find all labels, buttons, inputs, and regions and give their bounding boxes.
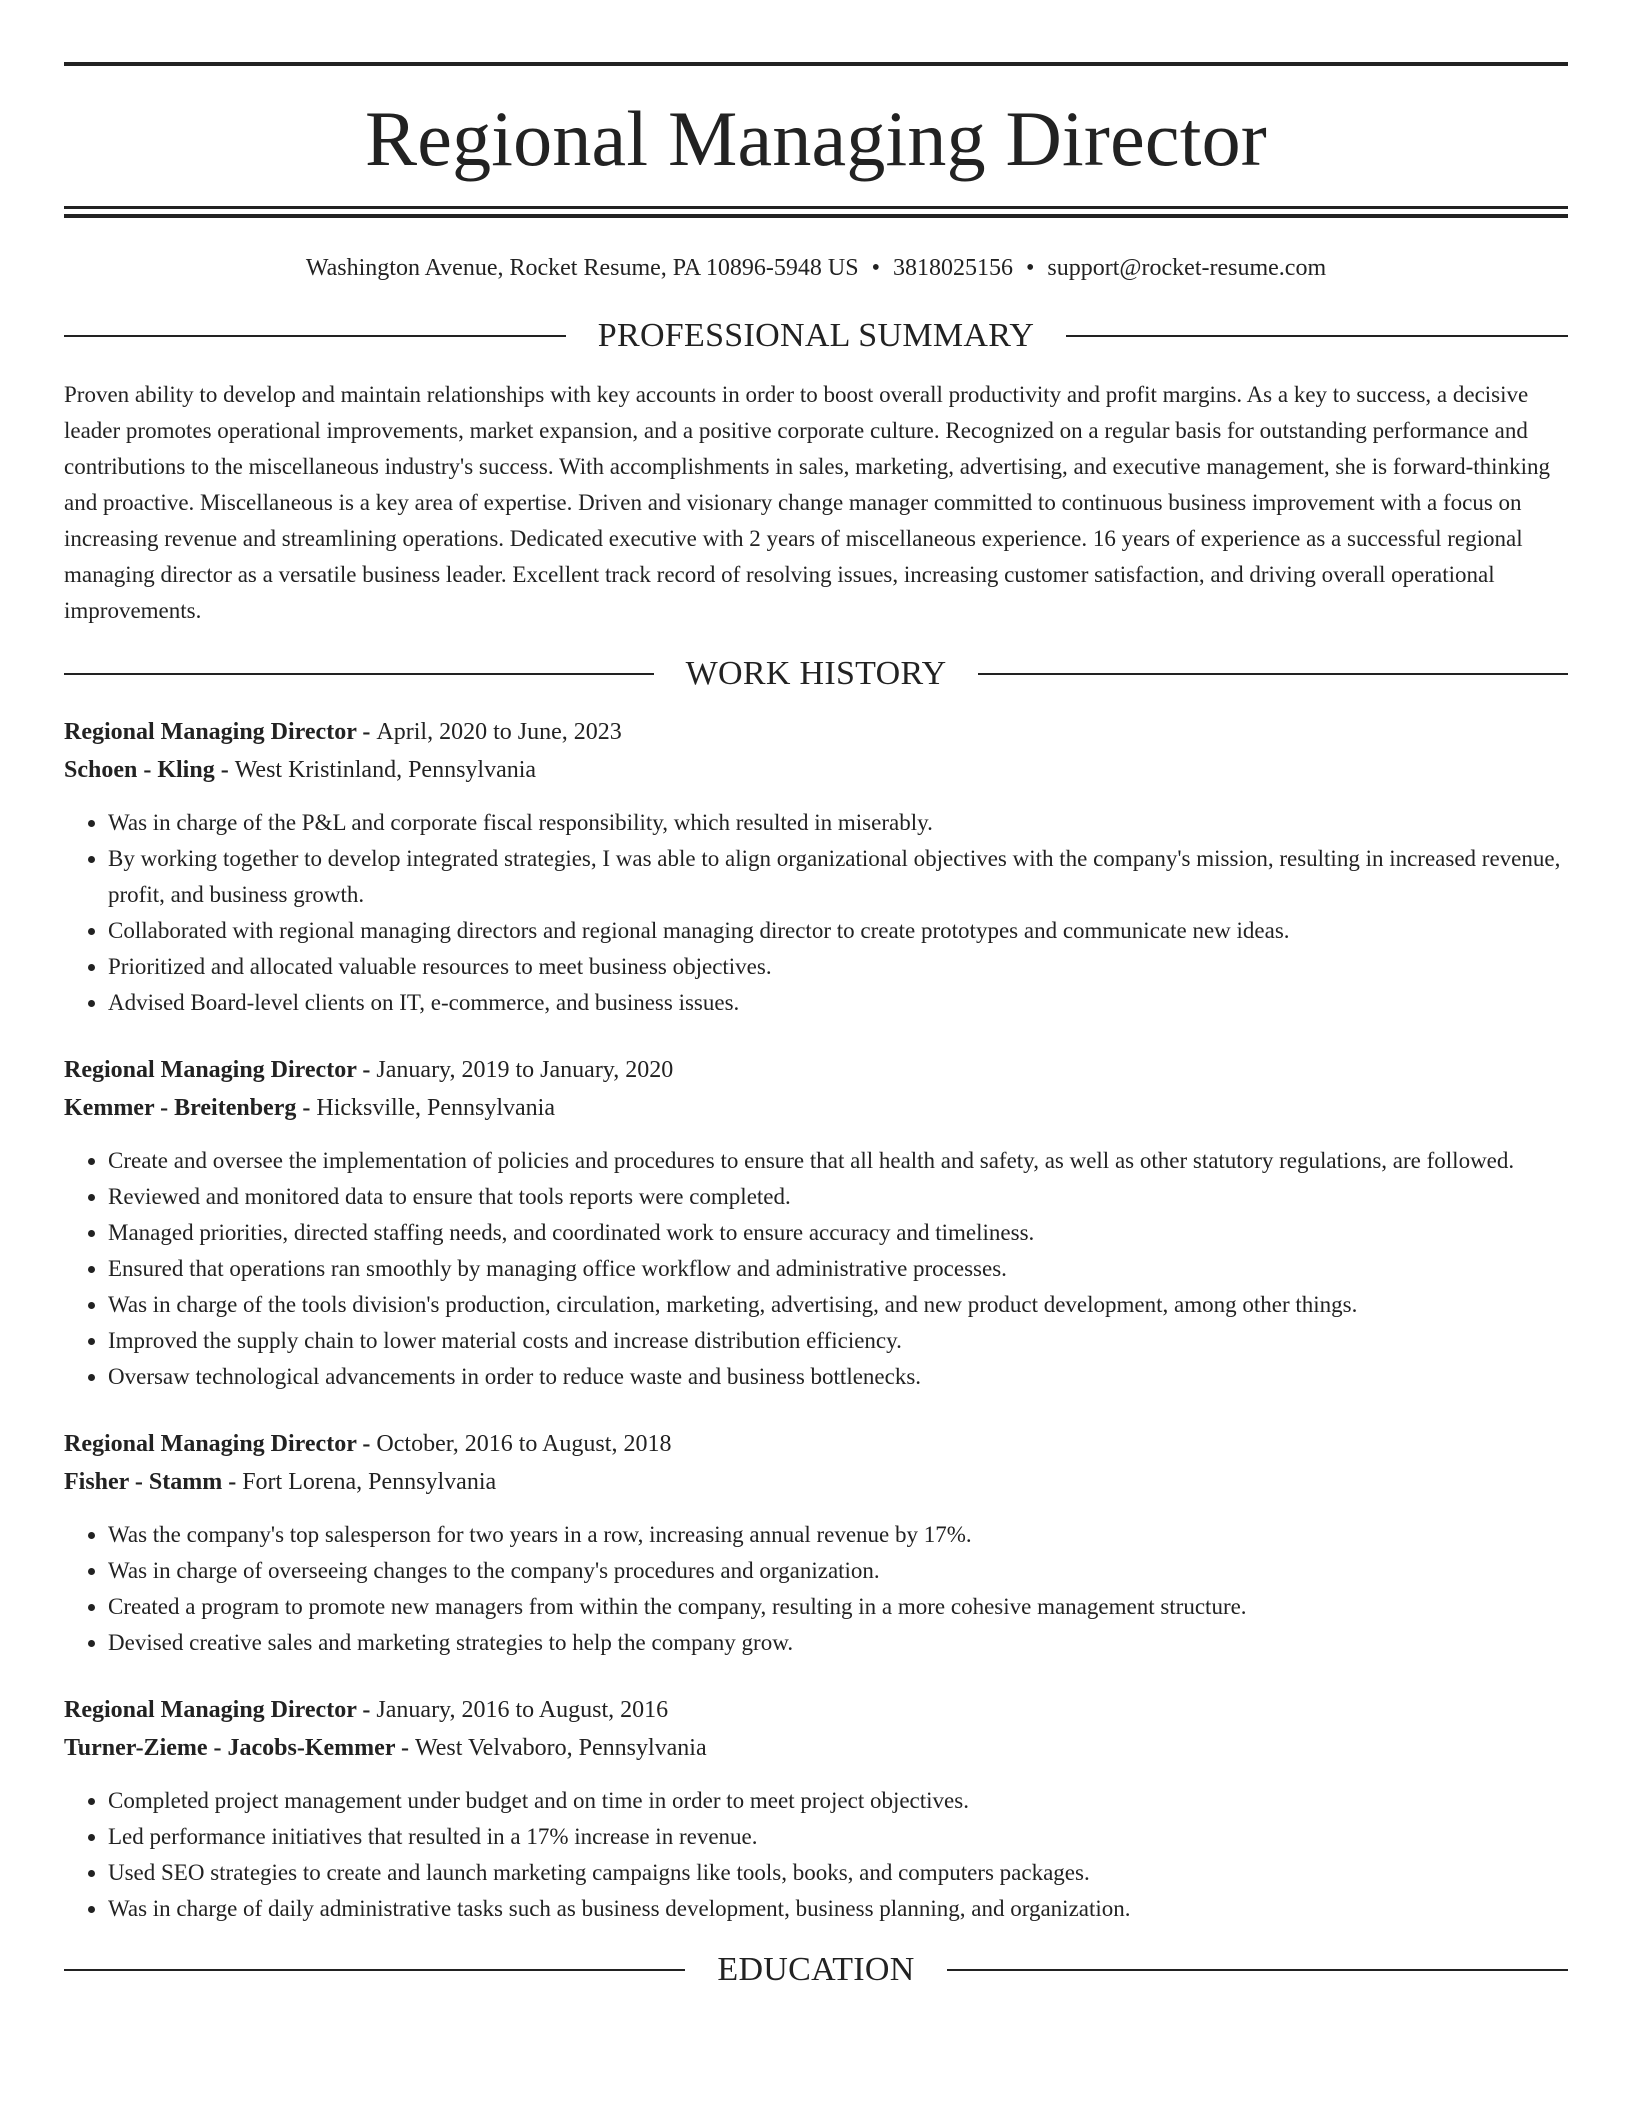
job-location: West Velvaboro, Pennsylvania: [415, 1734, 707, 1761]
job-title-line: [64, 713, 1568, 751]
job-bullet: • Prioritized and allocated valuable resources to meet business objectives.: [108, 949, 1568, 985]
job-bullet: • Oversaw technological advancements in order to reduce waste and business bottlenecks.: [108, 1359, 1568, 1395]
job-dash: -: [356, 1056, 377, 1083]
job-dash: -: [356, 1430, 377, 1457]
job-location: Hicksville, Pennsylvania: [316, 1094, 555, 1121]
job-bullet: • Led performance initiatives that resulted in a 17% increase in revenue.: [108, 1819, 1568, 1855]
job-title-line: [64, 1051, 1568, 1089]
job-bullet: • Devised creative sales and marketing strategies to help the company grow.: [108, 1625, 1568, 1661]
section-title: PROFESSIONAL SUMMARY: [597, 316, 1035, 354]
job-dash: -: [296, 1094, 317, 1121]
job-bullet: • Create and oversee the implementation of policies and procedures to ensure that all health and safety, as well as other statutory regulations, are followed.: [108, 1143, 1568, 1179]
heading-rule-left: [64, 335, 566, 337]
job-company-line: [64, 1729, 1568, 1767]
job-bullet: • Was in charge of daily administrative tasks such as business development, business planning, and organization.: [108, 1891, 1568, 1927]
contact-separator: •: [1026, 255, 1035, 281]
section-title: EDUCATION: [717, 1950, 915, 1988]
job-title-line: [64, 1691, 1568, 1729]
contact-address: Washington Avenue, Rocket Resume, PA 10896-5948 US: [305, 255, 859, 281]
job-bullet: • Reviewed and monitored data to ensure that tools reports were completed.: [108, 1179, 1568, 1215]
job-title: Regional Managing Director: [64, 1430, 357, 1457]
header-double-rule: [64, 206, 1568, 218]
section-heading-work-history: [64, 654, 1568, 692]
job-entry: [64, 1425, 1568, 1661]
contact-separator: •: [871, 255, 881, 281]
job-title-line: [64, 1425, 1568, 1463]
job-company-line: [64, 751, 1568, 789]
job-title: Regional Managing Director: [64, 718, 357, 745]
job-dates: October, 2016 to August, 2018: [376, 1430, 672, 1457]
job-bullet-list: [64, 1783, 1568, 1927]
heading-rule-left: [64, 1969, 685, 1971]
job-entry: [64, 1051, 1568, 1395]
job-bullet: • Was in charge of the P&L and corporate fiscal responsibility, which resulted in miserably.: [108, 805, 1568, 841]
job-bullet: • Ensured that operations ran smoothly by managing office workflow and administrative processes.: [108, 1251, 1568, 1287]
job-dash: -: [395, 1734, 416, 1761]
job-company: Turner-Zieme - Jacobs-Kemmer: [64, 1734, 396, 1761]
heading-rule-right: [978, 673, 1568, 675]
job-title: Regional Managing Director: [64, 1696, 357, 1723]
job-bullet: • Completed project management under budget and on time in order to meet project objectives.: [108, 1783, 1568, 1819]
candidate-name: Regional Managing Director: [365, 95, 1267, 182]
job-dash: -: [356, 1696, 377, 1723]
section-heading-summary: [64, 316, 1568, 354]
heading-rule-right: [947, 1969, 1568, 1971]
job-title: Regional Managing Director: [64, 1056, 357, 1083]
section-heading-education: [64, 1950, 1568, 1988]
job-company: Kemmer - Breitenberg: [64, 1094, 297, 1121]
job-company: Schoen - Kling: [64, 756, 215, 783]
heading-rule-right: [1066, 335, 1568, 337]
contact-line: [64, 254, 1568, 283]
job-bullet-list: [64, 1143, 1568, 1395]
work-history-list: [64, 713, 1568, 1927]
job-bullet: • Collaborated with regional managing directors and regional managing director to create prototypes and communicate new ideas.: [108, 913, 1568, 949]
job-dash: -: [222, 1468, 243, 1495]
job-company-line: [64, 1089, 1568, 1127]
job-bullet: • Advised Board-level clients on IT, e-commerce, and business issues.: [108, 985, 1568, 1021]
contact-phone: 3818025156: [893, 255, 1014, 281]
section-title: WORK HISTORY: [685, 654, 947, 692]
heading-rule-left: [64, 673, 654, 675]
job-bullet: • Was the company's top salesperson for two years in a row, increasing annual revenue by 17%.: [108, 1517, 1568, 1553]
job-dates: April, 2020 to June, 2023: [376, 718, 622, 745]
job-bullet: • Improved the supply chain to lower material costs and increase distribution efficiency.: [108, 1323, 1568, 1359]
job-location: West Kristinland, Pennsylvania: [234, 756, 537, 783]
job-bullet: • Was in charge of overseeing changes to the company's procedures and organization.: [108, 1553, 1568, 1589]
job-dash: -: [214, 756, 235, 783]
job-bullet: • Was in charge of the tools division's production, circulation, marketing, advertising, and new product development, among other things.: [108, 1287, 1568, 1323]
professional-summary-text: Proven ability to develop and maintain relationships with key accounts in order to boost overall productivity and profit margins. As a key to success, a decisive leader promotes operational improvements, market expansion, and a positive corporate culture. Recognized on a regular basis for outstanding performance and contributions to the miscellaneous industry's success. With accomplishments in sales, marketing, advertising, and executive management, she is forward-thinking and proactive. Miscellaneous is a key area of expertise. Driven and visionary change manager committed to continuous business improvement with a focus on increasing revenue and streamlining operations. Dedicated executive with 2 years of miscellaneous experience. 16 years of experience as a successful regional managing director as a versatile business leader. Excellent track record of resolving issues, increasing customer satisfaction, and driving overall operational improvements.: [64, 381, 1550, 623]
job-bullet-list: [64, 1517, 1568, 1661]
job-company-line: [64, 1463, 1568, 1501]
job-bullet: • Managed priorities, directed staffing needs, and coordinated work to ensure accuracy and timeliness.: [108, 1215, 1568, 1251]
job-bullet: • Used SEO strategies to create and launch marketing campaigns like tools, books, and computers packages.: [108, 1855, 1568, 1891]
job-dates: January, 2019 to January, 2020: [376, 1056, 674, 1083]
job-dates: January, 2016 to August, 2016: [376, 1696, 669, 1723]
header-top-rule: [64, 62, 1568, 66]
job-dash: -: [356, 718, 377, 745]
job-entry: [64, 713, 1568, 1021]
job-bullet: • By working together to develop integrated strategies, I was able to align organizational objectives with the company's mission, resulting in increased revenue, profit, and business growth.: [108, 841, 1568, 913]
contact-email: support@rocket-resume.com: [1047, 255, 1327, 281]
job-bullet: • Created a program to promote new managers from within the company, resulting in a more cohesive management structure.: [108, 1589, 1568, 1625]
job-bullet-list: [64, 805, 1568, 1021]
job-entry: [64, 1691, 1568, 1927]
job-company: Fisher - Stamm: [64, 1468, 223, 1495]
job-location: Fort Lorena, Pennsylvania: [242, 1468, 497, 1495]
